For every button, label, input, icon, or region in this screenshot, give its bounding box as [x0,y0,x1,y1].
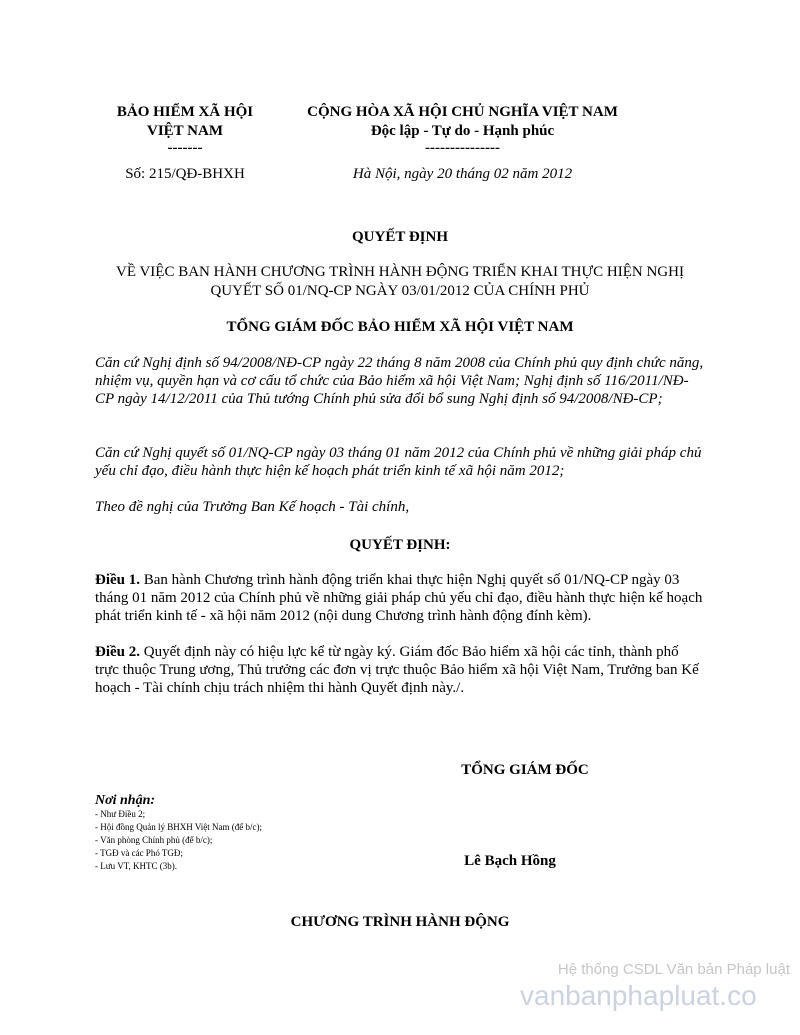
nation-motto: Độc lập - Tự do - Hạnh phúc [370,123,555,139]
subject-line-2: QUYẾT SỐ 01/NQ-CP NGÀY 03/01/2012 CỦA CHÍNH PHỦ [210,283,590,299]
nation-divider: --------------- [425,140,500,156]
watermark-site: vanbanphapluat.co [520,980,757,1011]
issuing-authority: TỔNG GIÁM ĐỐC BẢO HIỂM XÃ HỘI VIỆT NAM [226,319,574,335]
article-1-text: Ban hành Chương trình hành động triển khai thực hiện Nghị quyết số 01/NQ-CP ngày 03 tháng 01 năm 2012 của Chính phủ về những giải pháp chủ yếu chỉ đạo, điều hành thực hiện kế hoạch phát triển kinh tế - xã hội năm 2012 (nội dung Chương trình hành động đính kèm). [95,572,703,624]
org-name-line1: BẢO HIỂM XÃ HỘI [116,104,254,120]
recipient-item: - TGĐ và các Phó TGĐ; [95,848,183,858]
org-divider: ------- [167,140,203,156]
watermark-caption: Hệ thống CSDL Văn bản Pháp luật [557,961,790,978]
preamble-basis-resolution: Căn cứ Nghị quyết số 01/NQ-CP ngày 03 tháng 01 năm 2012 của Chính phủ về những giải pháp chủ yếu chỉ đạo, điều hành thực hiện kế hoạch phát triển kinh tế xã hội năm 2012; [95,445,702,479]
document-number: Số: 215/QĐ-BHXH [125,166,245,182]
recipient-item: - Lưu VT, KHTC (3b). [95,861,178,871]
article-2-label: Điều 2. [95,644,140,660]
document-type-title: QUYẾT ĐỊNH [352,229,448,245]
org-name-line2: VIỆT NAM [147,123,223,139]
nation-name: CỘNG HÒA XÃ HỘI CHỦ NGHĨA VIỆT NAM [307,104,618,120]
article-1 [95,571,705,625]
recipients-heading: Nơi nhận: [95,793,156,808]
article-2 [95,643,705,697]
signature-title: TỔNG GIÁM ĐỐC [461,762,589,778]
subject-line-1: VỀ VIỆC BAN HÀNH CHƯƠNG TRÌNH HÀNH ĐỘNG TRIỂN KHAI THỰC HIỆN NGHỊ [116,264,684,280]
preamble-basis-decree: Căn cứ Nghị định số 94/2008/NĐ-CP ngày 22 tháng 8 năm 2008 của Chính phủ quy định chức năng, nhiệm vụ, quyền hạn và cơ cấu tổ chức của Bảo hiểm xã hội Việt Nam; Nghị định số 116/2011/NĐ-CP ngày 14/12/2011 của Thủ tướng Chính phủ sửa đổi bổ sung Nghị định số 94/2008/NĐ-CP; [95,355,704,407]
article-2-text: Quyết định này có hiệu lực kể từ ngày ký. Giám đốc Bảo hiểm xã hội các tỉnh, thành phố trực thuộc Trung ương, Thủ trưởng các đơn vị trực thuộc Bảo hiểm xã hội Việt Nam, Trưởng ban Kế hoạch - Tài chính chịu trách nhiệm thi hành Quyết định này./. [95,644,699,696]
recipient-item: - Hội đồng Quản lý BHXH Việt Nam (để b/c); [95,822,263,832]
recipient-item: - Văn phòng Chính phủ (để b/c); [95,835,213,845]
appendix-title: CHƯƠNG TRÌNH HÀNH ĐỘNG [290,914,510,930]
decision-heading: QUYẾT ĐỊNH: [349,537,451,553]
preamble-proposal: Theo đề nghị của Trưởng Ban Kế hoạch - Tài chính, [95,499,410,515]
place-date: Hà Nội, ngày 20 tháng 02 năm 2012 [352,166,573,182]
recipient-item: - Như Điều 2; [95,809,146,819]
signer-name: Lê Bạch Hồng [464,853,556,869]
article-1-label: Điều 1. [95,572,140,588]
